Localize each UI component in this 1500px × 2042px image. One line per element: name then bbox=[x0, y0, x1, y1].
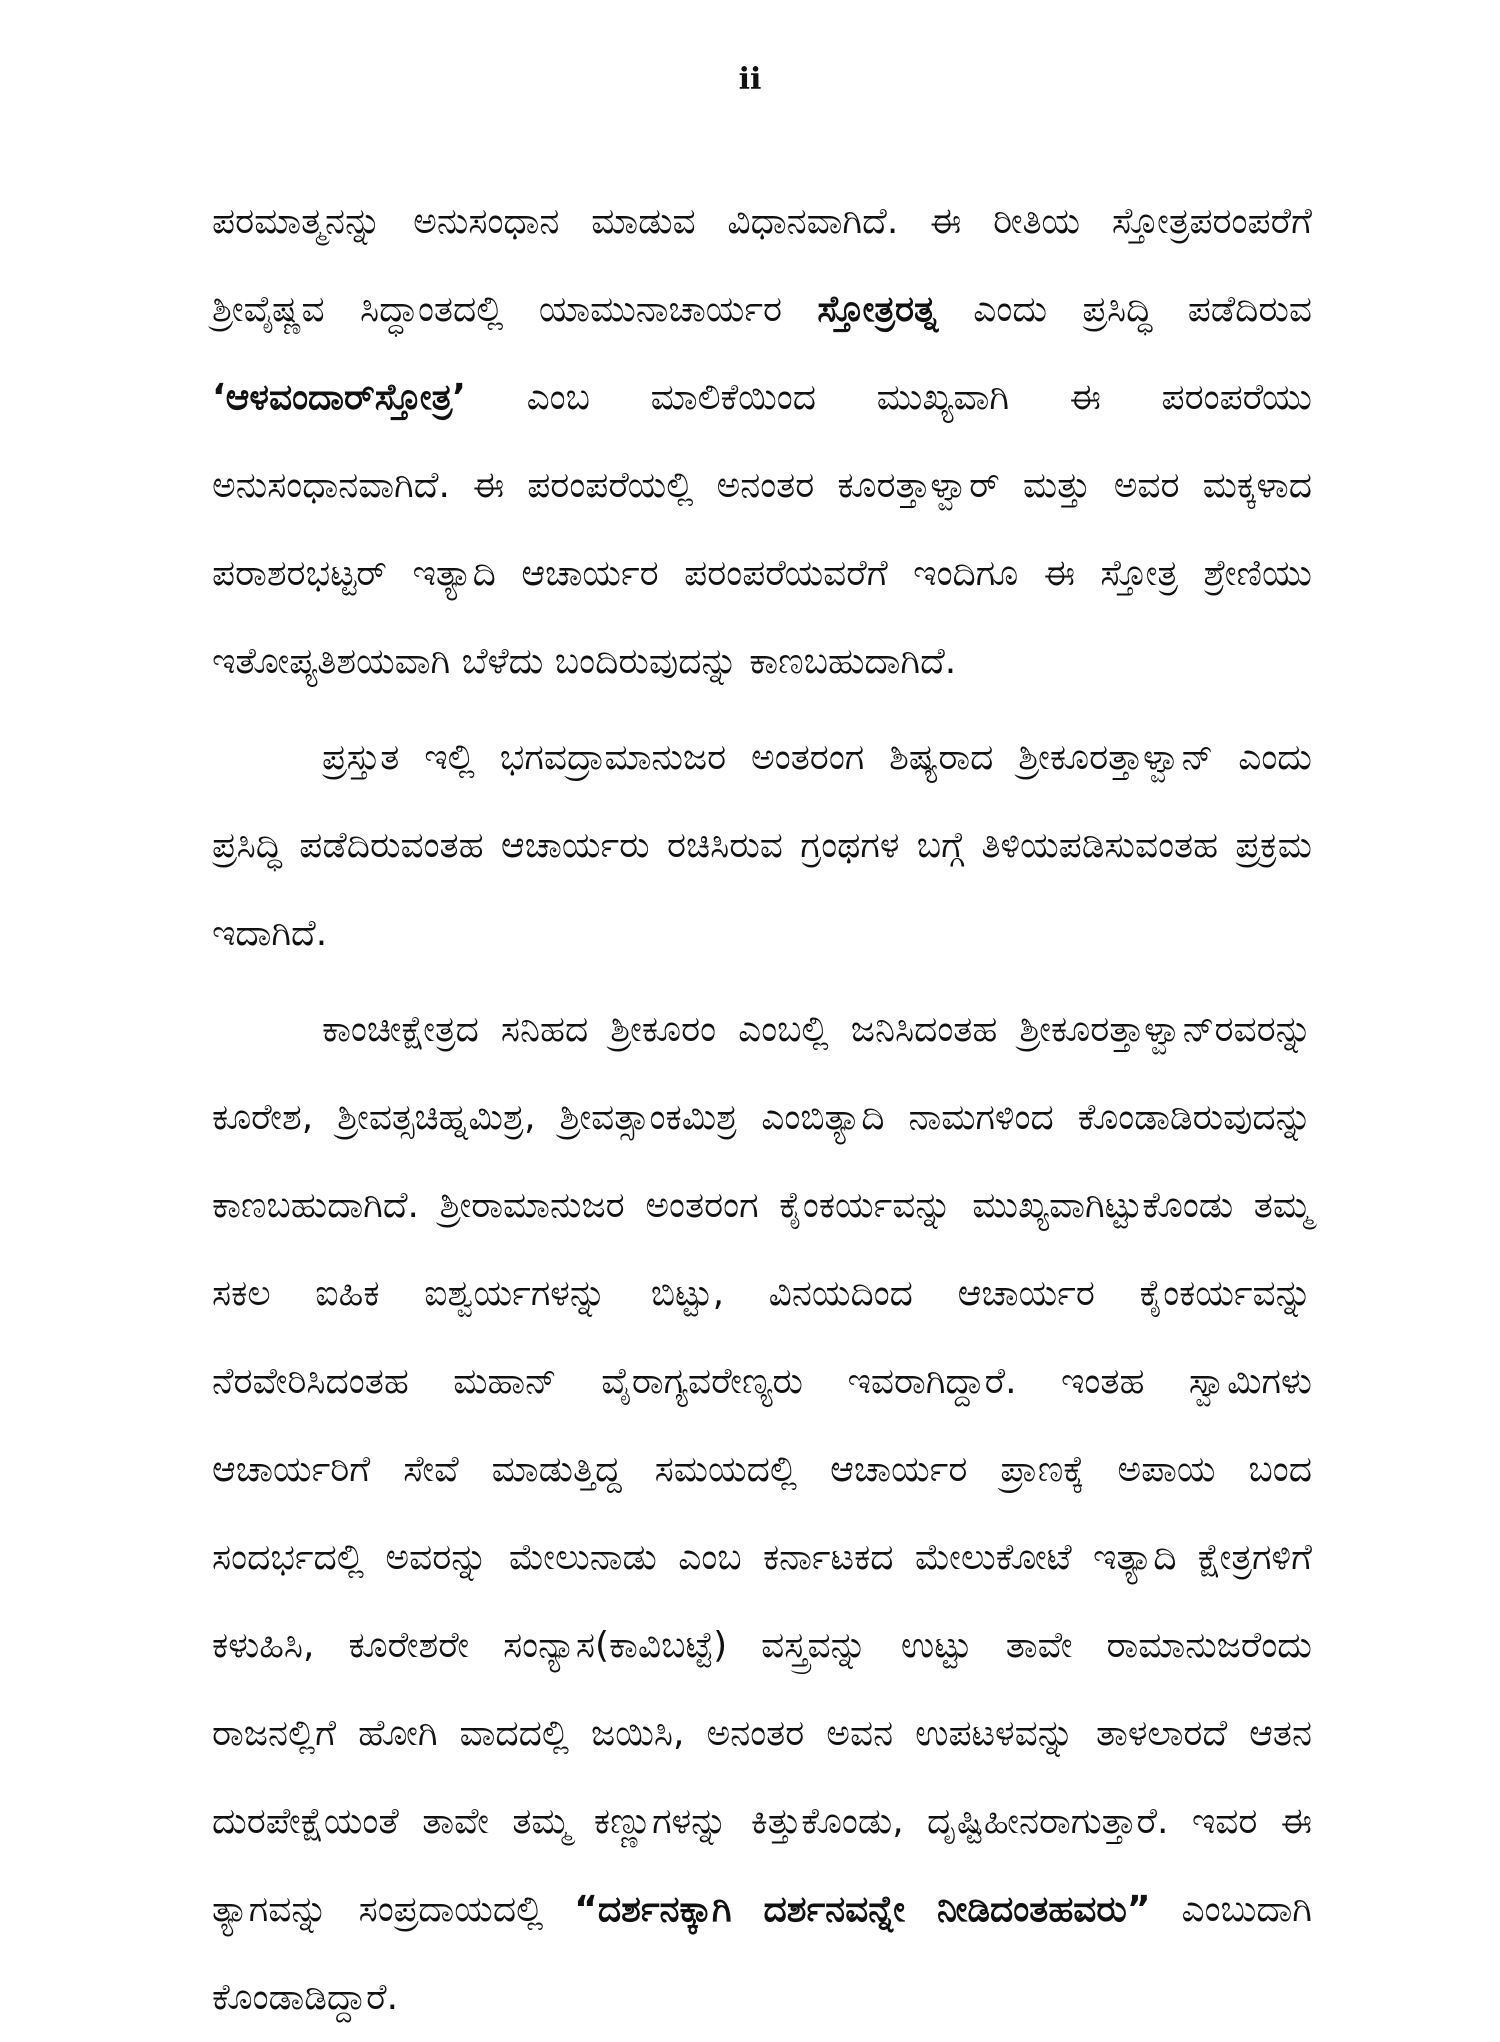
text-run: ಎಂಬ ಮಾಲಿಕೆಯಿಂದ ಮುಖ್ಯವಾಗಿ ಈ ಪರಂಪರೆಯು ಅನುಸಂಧಾನವಾಗಿದೆ. ಈ ಪರಂಪರೆಯಲ್ಲಿ ಅನಂತರ ಕೂರತ್ತಾಳ್ವಾರ್ ಮತ್ತು ಅವರ ಮಕ್ಕಳಾದ ಪರಾಶರಭಟ್ಟರ್ ಇತ್ಯಾದಿ ಆಚಾರ್ಯರ ಪರಂಪರೆಯವರೆಗೆ ಇಂದಿಗೂ ಈ ಸ್ತೋತ್ರ ಶ್ರೇಣಿಯು ಇತೋಪ್ಯತಿಶಯವಾಗಿ ಬೆಳೆದು ಬಂದಿರುವುದನ್ನು ಕಾಣಬಹುದಾಗಿದೆ. bbox=[212, 377, 1312, 682]
page-number: ii bbox=[738, 62, 762, 97]
text-run: ಎಂಬುದಾಗಿ ಕೊಂಡಾಡಿದ್ದಾರೆ. bbox=[212, 1889, 1312, 2018]
bold-phrase-alavandar-stotra: ‘ಆಳವಂದಾರ್‌ಸ್ತೋತ್ರ’ bbox=[212, 377, 466, 418]
body-text bbox=[212, 178, 1312, 2042]
text-run: ಪ್ರಸ್ತುತ ಇಲ್ಲಿ ಭಗವದ್ರಾಮಾನುಜರ ಅಂತರಂಗ ಶಿಷ್ಯರಾದ ಶ್ರೀಕೂರತ್ತಾಳ್ವಾನ್ ಎಂದು ಪ್ರಸಿದ್ಧಿ ಪಡೆದಿರುವಂತಹ ಆಚಾರ್ಯರು ರಚಿಸಿರುವ ಗ್ರಂಥಗಳ ಬಗ್ಗೆ ತಿಳಿಯಪಡಿಸುವಂತಹ ಪ್ರಕ್ರಮ ಇದಾಗಿದೆ. bbox=[212, 737, 1312, 954]
bold-phrase-stotraratna: ಸ್ತೋತ್ರರತ್ನ bbox=[817, 289, 938, 330]
paragraph-3 bbox=[212, 986, 1312, 2042]
bold-phrase-quote: “ದರ್ಶನಕ್ಕಾಗಿ ದರ್ಶನವನ್ನೇ ನೀಡಿದಂತಹವರು” bbox=[574, 1889, 1151, 1930]
text-run: ಎಂದು ಪ್ರಸಿದ್ಧಿ ಪಡೆದಿರುವ bbox=[937, 289, 1312, 330]
text-run: ಕಾಂಚೀಕ್ಷೇತ್ರದ ಸನಿಹದ ಶ್ರೀಕೂರಂ ಎಂಬಲ್ಲಿ ಜನಿಸಿದಂತಹ ಶ್ರೀಕೂರತ್ತಾಳ್ವಾನ್‌ರವರನ್ನು ಕೂರೇಶ, ಶ್ರೀವತ್ಸಚಿಹ್ನಮಿಶ್ರ, ಶ್ರೀವತ್ಸಾಂಕಮಿಶ್ರ ಎಂಬಿತ್ಯಾದಿ ನಾಮಗಳಿಂದ ಕೊಂಡಾಡಿರುವುದನ್ನು ಕಾಣಬಹುದಾಗಿದೆ. ಶ್ರೀರಾಮಾನುಜರ ಅಂತರಂಗ ಕೈಂಕರ್ಯವನ್ನು ಮುಖ್ಯವಾಗಿಟ್ಟುಕೊಂಡು ತಮ್ಮ ಸಕಲ ಐಹಿಕ ಐಶ್ವರ್ಯಗಳನ್ನು ಬಿಟ್ಟು, ವಿನಯದಿಂದ ಆಚಾರ್ಯರ ಕೈಂಕರ್ಯವನ್ನು ನೆರವೇರಿಸಿದಂತಹ ಮಹಾನ್ ವೈರಾಗ್ಯವರೇಣ್ಯರು ಇವರಾಗಿದ್ದಾರೆ. ಇಂತಹ ಸ್ವಾಮಿಗಳು ಆಚಾರ್ಯರಿಗೆ ಸೇವೆ ಮಾಡುತ್ತಿದ್ದ ಸಮಯದಲ್ಲಿ ಆಚಾರ್ಯರ ಪ್ರಾಣಕ್ಕೆ ಅಪಾಯ ಬಂದ ಸಂದರ್ಭದಲ್ಲಿ ಅವರನ್ನು ಮೇಲುನಾಡು ಎಂಬ ಕರ್ನಾಟಕದ ಮೇಲುಕೋಟೆ ಇತ್ಯಾದಿ ಕ್ಷೇತ್ರಗಳಿಗೆ ಕಳುಹಿಸಿ, ಕೂರೇಶರೇ ಸಂನ್ಯಾಸ(ಕಾವಿಬಟ್ಟೆ) ವಸ್ತ್ರವನ್ನು ಉಟ್ಟು ತಾವೇ ರಾಮಾನುಜರೆಂದು ರಾಜನಲ್ಲಿಗೆ ಹೋಗಿ ವಾದದಲ್ಲಿ ಜಯಿಸಿ, ಅನಂತರ ಅವನ ಉಪಟಳವನ್ನು ತಾಳಲಾರದೆ ಆತನ ದುರಪೇಕ್ಷೆಯಂತೆ ತಾವೇ ತಮ್ಮ ಕಣ್ಣುಗಳನ್ನು ಕಿತ್ತುಕೊಂಡು, ದೃಷ್ಟಿಹೀನರಾಗುತ್ತಾರೆ. ಇವರ ಈ ತ್ಯಾಗವನ್ನು ಸಂಪ್ರದಾಯದಲ್ಲಿ bbox=[212, 1009, 1312, 1930]
text-run: ಪರಮಾತ್ಮನನ್ನು ಅನುಸಂಧಾನ ಮಾಡುವ ವಿಧಾನವಾಗಿದೆ. ಈ ರೀತಿಯ ಸ್ತೋತ್ರಪರಂಪರೆಗೆ ಶ್ರೀವೈಷ್ಣವ ಸಿದ್ಧಾಂತದಲ್ಲಿ ಯಾಮುನಾಚಾರ್ಯರ bbox=[212, 201, 1312, 330]
paragraph-1 bbox=[212, 178, 1312, 706]
paragraph-2 bbox=[212, 714, 1312, 978]
